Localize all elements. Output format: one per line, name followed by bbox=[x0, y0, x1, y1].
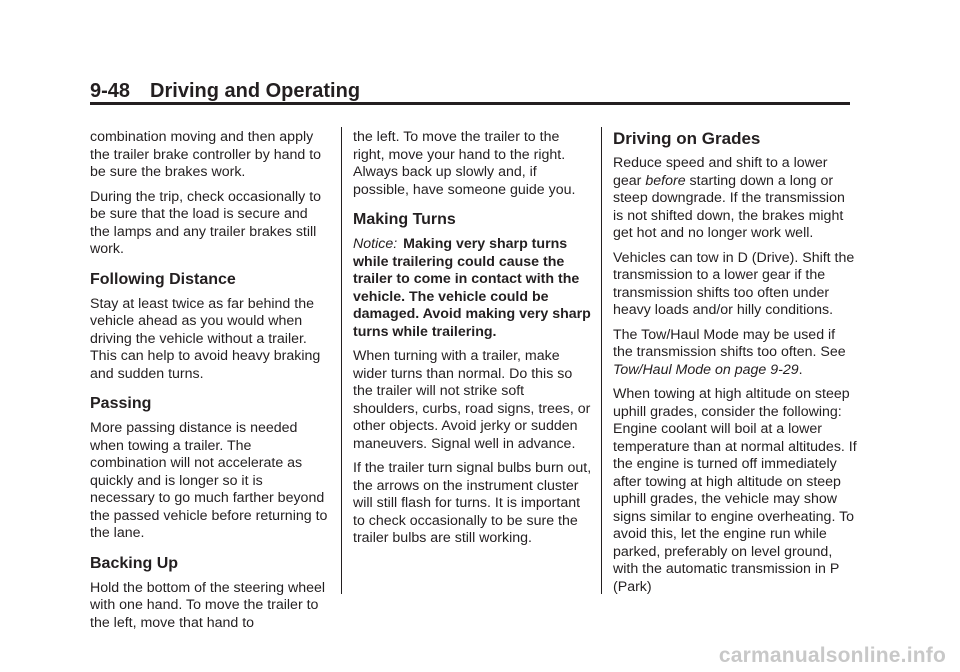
column-1 bbox=[90, 129, 330, 639]
tow-haul-text-a: The Tow/Haul Mode may be used if the transmission shifts too often. See bbox=[613, 326, 846, 360]
heading-driving-on-grades: Driving on Grades bbox=[613, 129, 761, 148]
page-header bbox=[90, 79, 360, 103]
paragraph-passing: More passing distance is needed when towing a trailer. The combination will not accelerate as quickly and is longer so it is necessary to go much farther beyond the passed vehicle before returning to the lane. bbox=[90, 420, 328, 541]
heading-backing-up: Backing Up bbox=[90, 554, 179, 572]
tow-haul-text-b: . bbox=[798, 361, 803, 378]
paragraph-backing-up: Hold the bottom of the steering wheel with one hand. To move the trailer to the left, move that hand to bbox=[90, 579, 326, 631]
heading-passing: Passing bbox=[90, 395, 152, 412]
paragraph-wider-turns: When turning with a trailer, make wider turns than normal. Do this so the trailer will not strike soft shoulders, curbs, road signs, trees, or other objects. Avoid jerky or sudden maneuvers. Signal well in advance. bbox=[353, 348, 591, 452]
paragraph-tow-drive: Vehicles can tow in D (Drive). Shift the transmission to a lower gear if the transmission shifts too often under heavy loads and/or hilly conditions. bbox=[613, 249, 855, 318]
notice-label: Notice: bbox=[353, 236, 398, 252]
tow-haul-link[interactable]: Tow/Haul Mode on page 9-29 bbox=[613, 361, 799, 378]
column-divider-1 bbox=[341, 127, 342, 594]
paragraph-following-distance: Stay at least twice as far behind the vehicle ahead as you would when driving the vehicle without a trailer. This can help to avoid heavy braking and sudden turns. bbox=[90, 295, 321, 382]
reduce-speed-text-a: Reduce speed and shift to a lower gear bbox=[613, 155, 828, 189]
column-2 bbox=[353, 129, 593, 555]
notice-text: Making very sharp turns while trailering could cause the trailer to come in contact with the vehicle. The vehicle could be damaged. Avoid making very sharp turns while trailering. bbox=[353, 236, 591, 340]
column-3 bbox=[613, 129, 858, 603]
paragraph-turn-signal: If the trailer turn signal bulbs burn out, the arrows on the instrument cluster will still flash for turns. It is important to check occasionally to be sure the trailer bulbs are still working. bbox=[353, 460, 592, 546]
heading-making-turns: Making Turns bbox=[353, 211, 456, 228]
paragraph-brake-check: combination moving and then apply the trailer brake controller by hand to be sure the brakes work. bbox=[90, 129, 322, 180]
emphasis-before: before bbox=[645, 172, 686, 189]
heading-following-distance: Following Distance bbox=[90, 270, 236, 288]
watermark: carmanualsonline.info bbox=[718, 644, 946, 667]
paragraph-high-altitude: When towing at high altitude on steep uphill grades, consider the following: Engine coolant will boil at a lower temperature than at normal altitudes. If the engine is turned off immediately after towing at high altitude on steep uphill grades, the vehicle may show signs similar to engine overheating. To avoid this, let the engine run while parked, preferably on level ground, with the automatic transmission in P (Park) bbox=[613, 386, 857, 595]
paragraph-backing-continued: the left. To move the trailer to the right, move your hand to the right. Always back up slowly and, if possible, have someone guide you. bbox=[353, 129, 576, 198]
notice-block bbox=[353, 236, 593, 341]
paragraph-reduce-speed bbox=[613, 155, 858, 243]
header-rule bbox=[90, 102, 850, 105]
reduce-speed-text-b: starting down a long or steep downgrade. If the transmission is not shifted down, the brakes might get hot and no longer work well. bbox=[613, 172, 845, 241]
paragraph-tow-haul bbox=[613, 327, 858, 380]
column-divider-2 bbox=[601, 127, 602, 594]
paragraph-trip-check: During the trip, check occasionally to be sure that the load is secure and the lamps and any trailer brakes still work. bbox=[90, 188, 322, 257]
section-title: Driving and Operating bbox=[150, 80, 361, 102]
page-number: 9-48 bbox=[90, 80, 131, 102]
